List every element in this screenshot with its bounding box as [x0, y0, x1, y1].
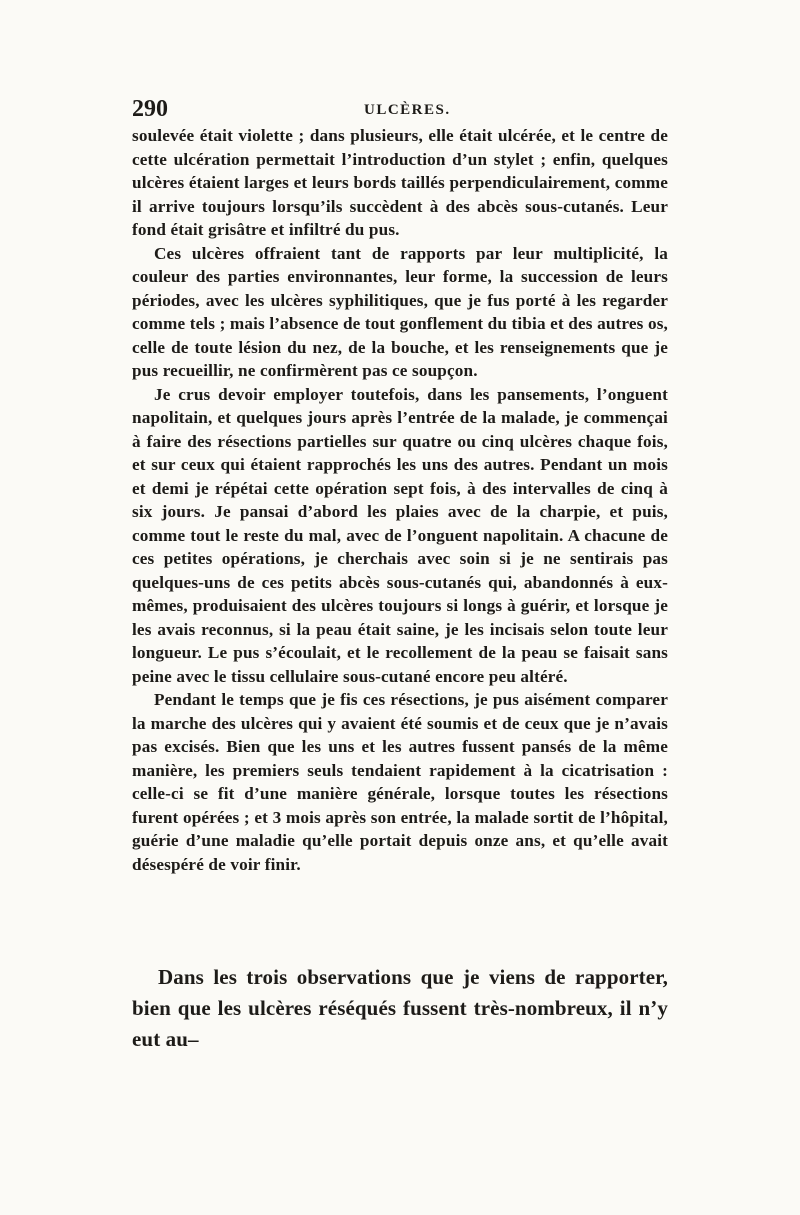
page-number: 290: [132, 96, 168, 122]
body-text: [132, 124, 668, 876]
paragraph-3: Je crus devoir employer toutefois, dans les pansements, l’onguent napolitain, et quelques jours après l’entrée de la malade, je commençai à faire des résections partielles sur quatre ou cinq ulcères chaque fois, et sur ceux qui étaient rapprochés les uns des autres. Pendant un mois et demi je répétai cette opération sept fois, à des intervalles de cinq à six jours. Je pansai d’abord les plaies avec de la charpie, et puis, comme tout le reste du mal, avec de l’onguent napolitain. A chacune de ces petites opérations, je cherchais avec soin si je ne sentirais pas quelques-uns de ces petits abcès sous-cutanés qui, abandonnés à eux-mêmes, produisaient des ulcères toujours si longs à guérir, et lorsque je les avais reconnus, si la peau était saine, je les incisais selon toute leur longueur. Le pus s’écoulait, et le recollement de la peau se faisait sans peine avec le tissu cellulaire sous-cutané encore peu altéré.: [132, 384, 668, 686]
closing-paragraph: Dans les trois observations que je viens de rapporter, bien que les ulcères réséqués fussent très-nombreux, il n’y eut au–: [132, 965, 668, 1051]
page-header: [132, 96, 670, 126]
paragraph-4: Pendant le temps que je fis ces résections, je pus aisément comparer la marche des ulcères qui y avaient été soumis et de ceux que je n’avais pas excisés. Bien que les uns et les autres fussent pansés de la même manière, les premiers seuls tendaient rapidement à la cicatrisation : celle-ci se fit d’une manière générale, lorsque toutes les résections furent opérées ; et 3 mois après son entrée, la malade sortit de l’hôpital, guérie d’une maladie qu’elle portait depuis onze ans, et qu’elle avait désespéré de voir finir.: [132, 690, 668, 874]
paragraph-2: Ces ulcères offraient tant de rapports par leur multiplicité, la couleur des parties environnantes, leur forme, la succession de leurs périodes, avec les ulcères syphilitiques, que je fus porté à les regarder comme tels ; mais l’absence de tout gonflement du tibia et des autres os, celle de toute lésion du nez, de la bouche, et les renseignements que je pus recueillir, ne confirmèrent pas ce soupçon.: [132, 243, 668, 380]
paragraph-1: soulevée était violette ; dans plusieurs, elle était ulcérée, et le centre de cette ulcération permettait l’introduction d’un stylet ; enfin, quelques ulcères étaient larges et leurs bords taillés perpendiculairement, comme il arrive toujours lorsqu’ils succèdent à des abcès sous-cutanés. Leur fond était grisâtre et infiltré du pus.: [132, 126, 668, 239]
closing-text: [132, 962, 668, 1055]
running-head: ULCÈRES.: [364, 102, 451, 118]
